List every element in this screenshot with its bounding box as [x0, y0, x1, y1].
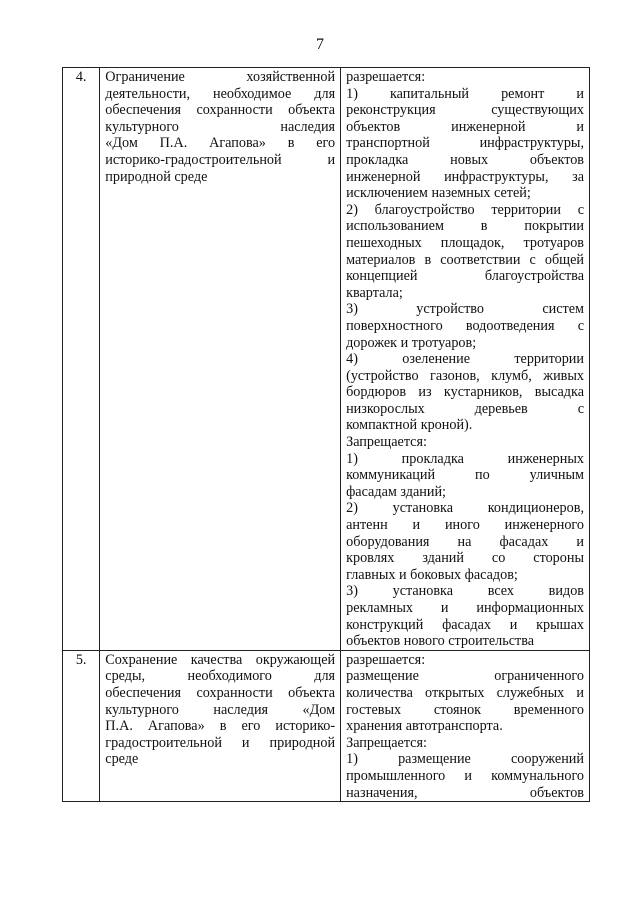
text-line: низкорослых деревьев с — [346, 400, 584, 417]
text-line: транспортной инфраструктуры, — [346, 135, 584, 152]
text-line: Ограничение хозяйственной — [105, 69, 336, 85]
text-line: пешеходных площадок, тротуаров — [346, 234, 584, 251]
text-line: культурного наследия «Дом — [105, 701, 336, 718]
row-number: 5. — [63, 650, 100, 801]
text-line: 2) благоустройство территории с — [346, 201, 584, 218]
text-line: исключением наземных сетей; — [346, 185, 531, 202]
text-line: материалов в соответствии с общей — [346, 251, 584, 268]
text-line: разрешается: — [346, 69, 426, 85]
restriction-rules — [341, 650, 590, 801]
restriction-description — [100, 68, 341, 651]
text-line: бордюров из кустарников, высадка — [346, 384, 584, 401]
text-line: промышленного и коммунального — [346, 767, 584, 784]
text-line: обеспечения сохранности объекта — [105, 102, 336, 119]
text-line: компактной кроной). — [346, 417, 473, 434]
text-line: конструкций фасадах и крышах — [346, 616, 584, 633]
text-line: разрешается: — [346, 651, 426, 668]
text-line: дорожек и тротуаров; — [346, 334, 477, 351]
text-line: «Дом П.А. Агапова» в его — [105, 135, 336, 152]
text-line: объектов инженерной и — [346, 118, 584, 135]
text-line: коммуникаций по уличным — [346, 467, 584, 484]
text-line: 1) капитальный ремонт и — [346, 85, 584, 102]
text-line: 1) прокладка инженерных — [346, 450, 584, 467]
text-line: Сохранение качества окружающей — [105, 651, 336, 668]
text-line: квартала; — [346, 284, 403, 301]
text-line: среды, необходимого для — [105, 668, 336, 685]
text-line: деятельности, необходимое для — [105, 85, 336, 102]
text-line: главных и боковых фасадов; — [346, 566, 518, 583]
text-line: рекламных и информационных — [346, 600, 584, 616]
table-row-4 — [63, 68, 590, 651]
text-line: 3) установка всех видов — [346, 583, 584, 600]
restriction-description — [100, 650, 341, 801]
text-line: обеспечения сохранности объекта — [105, 684, 336, 701]
text-line: среде — [105, 751, 139, 768]
text-line: культурного наследия — [105, 118, 336, 135]
text-line: Запрещается: — [346, 434, 427, 451]
text-line: Запрещается: — [346, 734, 427, 751]
text-line: градостроительной и природной — [105, 734, 336, 751]
text-line: природной среде — [105, 168, 208, 185]
text-line: хранения автотранспорта. — [346, 718, 503, 735]
text-line: количества открытых служебных и — [346, 684, 584, 701]
text-line: П.А. Агапова» в его историко- — [105, 718, 336, 735]
text-line: инженерной инфраструктуры, за — [346, 168, 584, 185]
text-line: гостевых стоянок временного — [346, 701, 584, 718]
text-line: использованием в покрытии — [346, 218, 584, 235]
text-line: оборудования на фасадах и — [346, 533, 584, 550]
text-line: размещение ограниченного — [346, 668, 584, 685]
text-line: историко-градостроительной и — [105, 151, 336, 168]
text-line: поверхностного водоотведения с — [346, 317, 584, 334]
text-line: (устройство газонов, клумб, живых — [346, 367, 584, 384]
text-line: кровлях зданий со стороны — [346, 550, 584, 567]
text-line: 3) устройство систем — [346, 301, 584, 318]
text-line: 1) размещение сооружений — [346, 751, 584, 768]
table-row-5 — [63, 650, 590, 801]
text-line: концепцией благоустройства — [346, 268, 584, 285]
text-line: 4) озеленение территории — [346, 351, 584, 368]
regulations-table — [62, 67, 590, 802]
page-number: 7 — [316, 36, 324, 53]
text-line: назначения, объектов — [346, 784, 584, 801]
text-line: фасадам зданий; — [346, 483, 446, 500]
text-line: реконструкция существующих — [346, 102, 584, 119]
text-line: прокладка новых объектов — [346, 151, 584, 168]
row-number: 4. — [63, 68, 100, 651]
text-line: объектов нового строительства — [346, 633, 535, 650]
text-line: 2) установка кондиционеров, — [346, 500, 584, 517]
text-line: антенн и иного инженерного — [346, 517, 584, 534]
restriction-rules — [341, 68, 590, 651]
